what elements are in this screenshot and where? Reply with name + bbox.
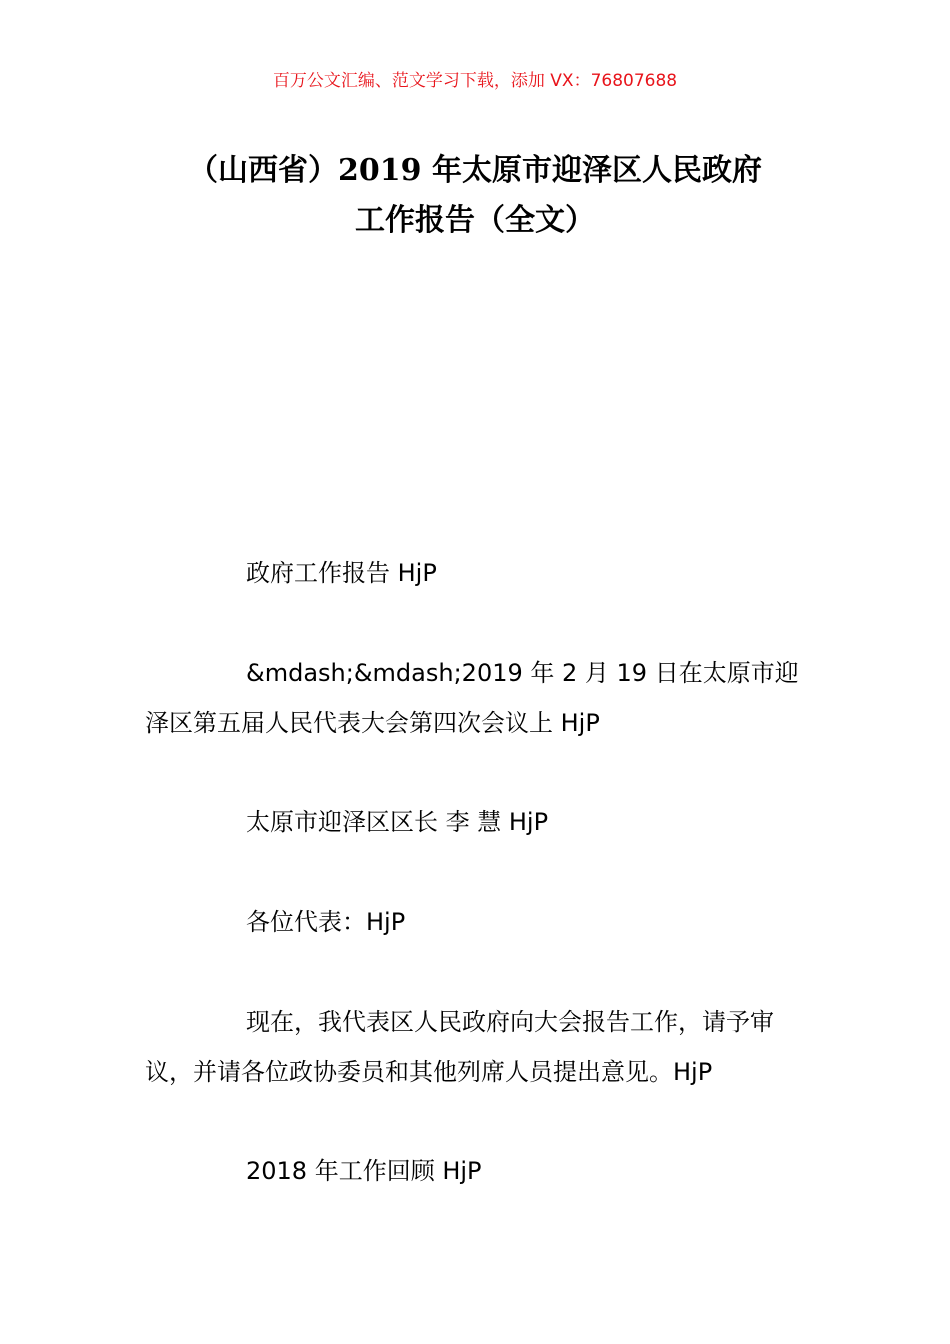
paragraph-opening: 现在，我代表区人民政府向大会报告工作，请予审议，并请各位政协委员和其他列席人员提出意见。HjP (145, 1008, 774, 1086)
paragraph-salutation: 各位代表：HjP (246, 908, 406, 936)
paragraph-speaker: 太原市迎泽区区长 李 慧 HjP (246, 808, 549, 836)
document-title-line-1: （山西省）2019 年太原市迎泽区人民政府 (188, 153, 762, 188)
section-heading-2018-review: 2018 年工作回顾 HjP (246, 1157, 482, 1185)
paragraph-report-name: 政府工作报告 HjP (246, 559, 437, 587)
document-title (140, 146, 810, 246)
paragraph-meeting-info: &mdash;&mdash;2019 年 2 月 19 日在太原市迎泽区第五届人民代表大会第四次会议上 HjP (145, 659, 799, 737)
document-title-line-2: 工作报告（全文） (355, 203, 595, 238)
header-note: 百万公文汇编、范文学习下载，添加 VX：76807688 (272, 71, 678, 91)
